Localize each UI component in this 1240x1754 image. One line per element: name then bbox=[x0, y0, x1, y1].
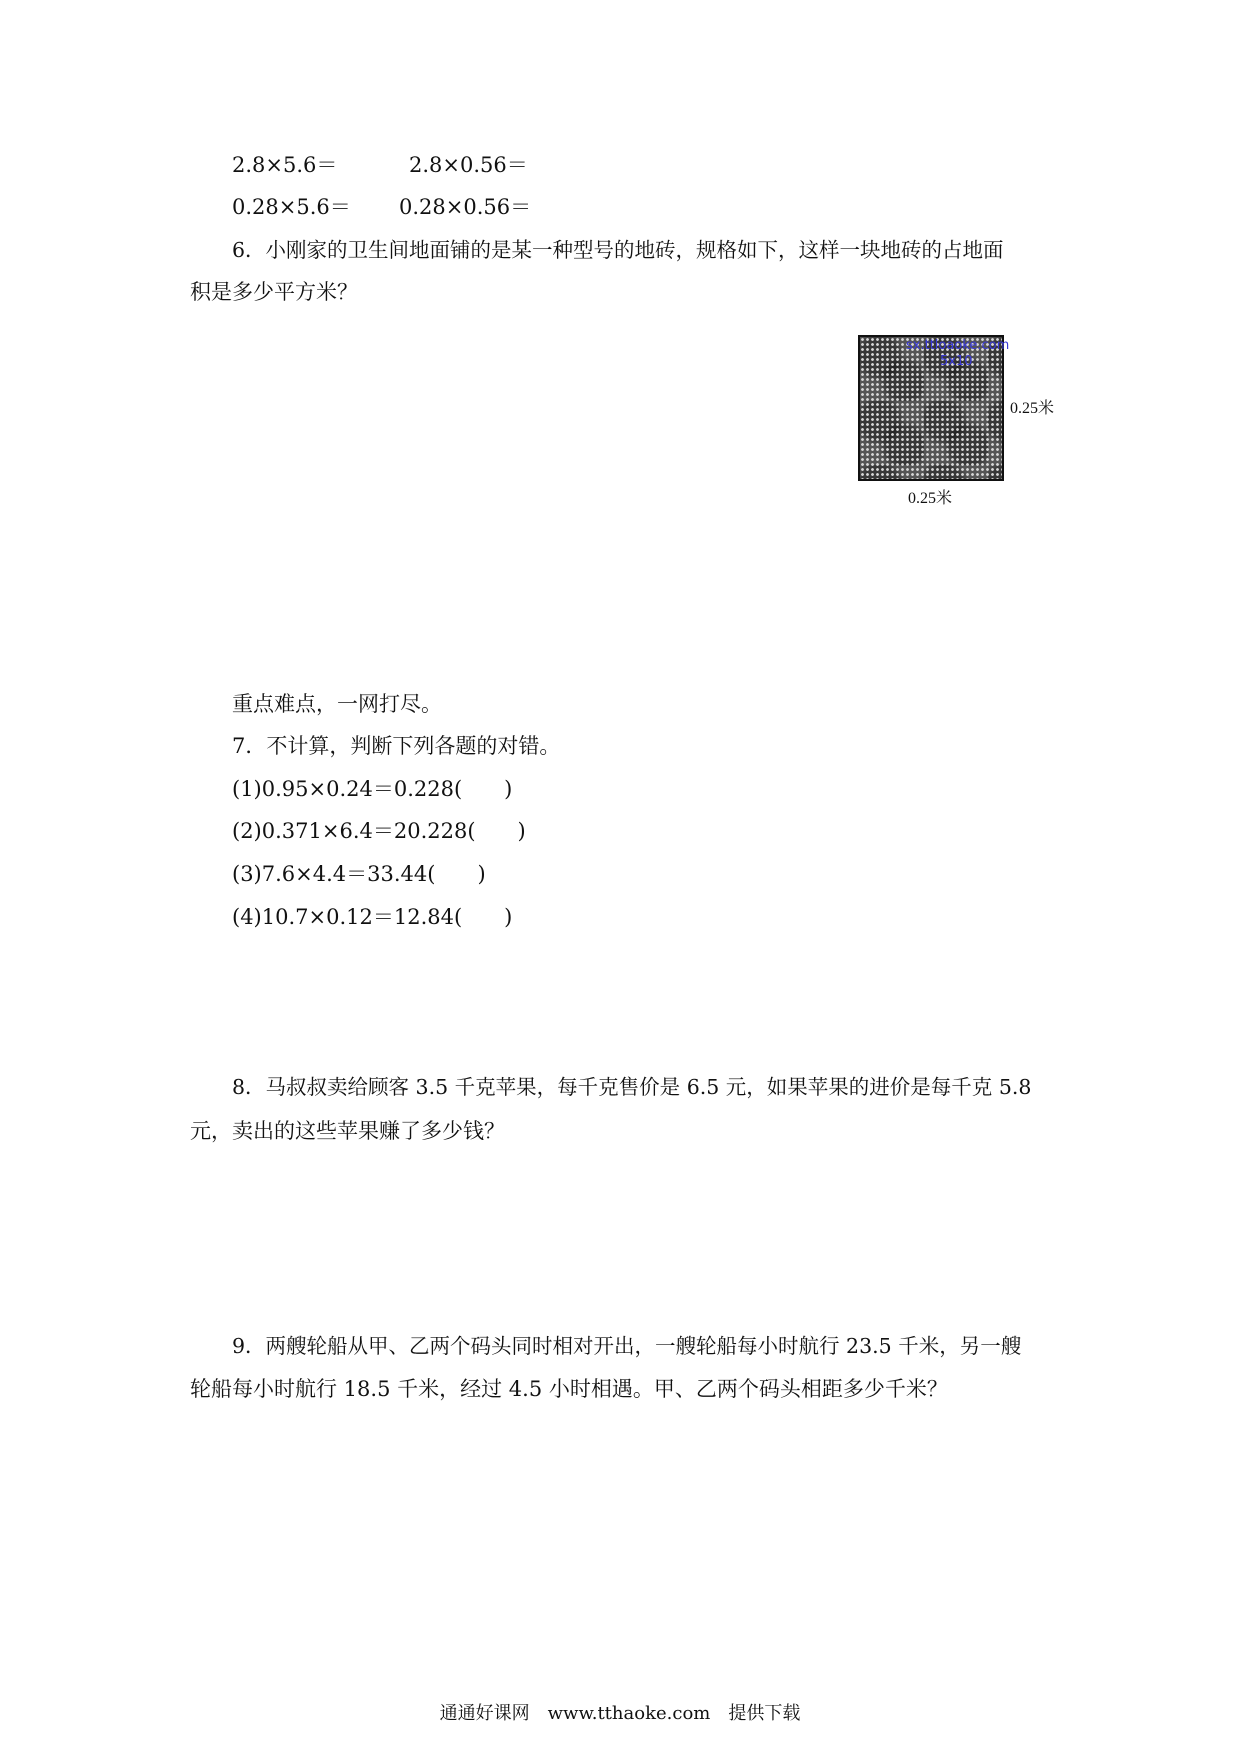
q7-item-4: (4)10.7×0.12＝12.84( ) bbox=[232, 905, 513, 929]
q9-text-line1: 9．两艘轮船从甲、乙两个码头同时相对开出，一艘轮船每小时航行 23.5 千米，另一艘 bbox=[232, 1334, 1022, 1358]
tile-bottom-dimension-label: 0.25米 bbox=[908, 490, 953, 507]
q6-text-line1: 6．小刚家的卫生间地面铺的是某一种型号的地砖，规格如下，这样一块地砖的占地面 bbox=[232, 238, 1004, 262]
q8-text-line1: 8．马叔叔卖给顾客 3.5 千克苹果，每千克售价是 6.5 元，如果苹果的进价是每千克 5.8 bbox=[232, 1075, 1032, 1099]
figure-watermark-line1: sx.ttloaoke.com bbox=[906, 338, 1010, 353]
section-heading: 重点难点，一网打尽。 bbox=[232, 692, 442, 716]
q7-item-2: (2)0.371×6.4＝20.228( ) bbox=[232, 819, 526, 843]
page-footer: 通通好课网 www.tthaoke.com 提供下载 bbox=[439, 1703, 801, 1724]
exercise5-row1-a: 2.8×5.6＝ bbox=[232, 153, 338, 177]
exercise5-row2-a: 0.28×5.6＝ bbox=[232, 195, 351, 219]
q7-item-3: (3)7.6×4.4＝33.44( ) bbox=[232, 862, 486, 886]
q7-item-1: (1)0.95×0.24＝0.228( ) bbox=[232, 777, 513, 801]
tile-right-dimension-label: 0.25米 bbox=[1010, 400, 1055, 417]
floor-tile-figure bbox=[858, 335, 1010, 481]
q8-text-line2: 元，卖出的这些苹果赚了多少钱？ bbox=[190, 1119, 505, 1143]
q6-text-line2: 积是多少平方米？ bbox=[190, 280, 358, 304]
exercise5-row1-b: 2.8×0.56＝ bbox=[409, 153, 528, 177]
q9-text-line2: 轮船每小时航行 18.5 千米，经过 4.5 小时相遇。甲、乙两个码头相距多少千米？ bbox=[190, 1377, 948, 1401]
figure-watermark-line2: 5x10 bbox=[940, 354, 973, 369]
exercise5-row2-b: 0.28×0.56＝ bbox=[399, 195, 532, 219]
q7-title: 7．不计算，判断下列各题的对错。 bbox=[232, 734, 561, 758]
